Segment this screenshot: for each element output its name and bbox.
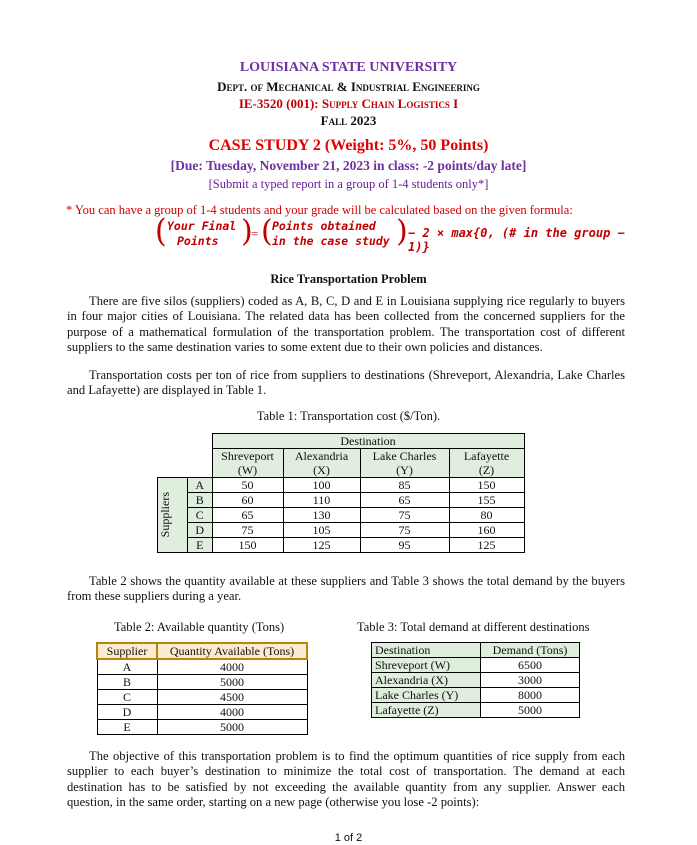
transport-cost-table: [157, 433, 525, 553]
table-row: D 75 105 75 160: [158, 523, 525, 538]
formula-tail: − 2 × max{0, (# in the group − 1)}: [408, 226, 625, 254]
formula-equals: =: [251, 226, 259, 241]
available-quantity-table: Supplier Quantity Available (Tons) A 4000 B 5000 C 4500 D 4000 E 5000: [96, 642, 308, 735]
table3-caption: Table 3: Total demand at different destinations: [357, 620, 590, 634]
department-name: Dept. of Mechanical & Industrial Engineering: [217, 79, 480, 94]
table-row: Lake Charles (Y) 8000: [372, 688, 580, 703]
table-row: C 65 130 75 80: [158, 508, 525, 523]
table-row: B 5000: [97, 675, 307, 690]
formula-lhs-bottom: Points: [177, 234, 219, 248]
university-name: LOUISIANA STATE UNIVERSITY: [239, 60, 458, 75]
table-row: Lafayette (Z) 5000: [372, 703, 580, 718]
course-title: IE-3520 (001): Supply Chain Logistics I: [238, 96, 459, 111]
table-row: E 5000: [97, 720, 307, 735]
table-row: D 4000: [97, 705, 307, 720]
formula-rhs-bottom: in the case study: [272, 234, 390, 248]
tables-intro-paragraph: Table 2 shows the quantity available at these suppliers and Table 3 shows the total demand by the buyers from these suppliers during a year.: [67, 574, 625, 604]
table-row: E 150 125 95 125: [158, 538, 525, 553]
table-row: C 4500: [97, 690, 307, 705]
group-note: * You can have a group of 1-4 students and your grade will be calculated based on the given formula:: [66, 203, 573, 217]
col-header-w: Shreveport (W): [212, 449, 283, 478]
formula-lhs-top: Your Final: [167, 219, 237, 233]
suppliers-label: Suppliers: [158, 478, 188, 553]
table-row: Shreveport (W) 6500: [372, 658, 580, 673]
objective-paragraph: The objective of this transportation problem is to find the optimum quantities of rice supply from each supplier to each buyer’s destination to minimize the total cost of transportation. The demand at each destination has to be satisfied by not exceeding the available quantity from any supplier. Answer each question, in the same order, starting on a new page (otherwise you lose -2 points):: [67, 749, 625, 810]
grade-formula: ( Your Final Points ) = ( Points obtained in the case study ) − 2 × max{0, (# in the group − 1)}: [155, 213, 625, 254]
case-study-title: CASE STUDY 2 (Weight: 5%, 50 Points): [208, 137, 489, 154]
destination-header: Destination: [212, 434, 524, 449]
demand-table: Destination Demand (Tons) Shreveport (W) 6500 Alexandria (X) 3000 Lake Charles (Y) 8000 Lafayette (Z) 5000: [371, 642, 580, 718]
due-date: [Due: Tuesday, November 21, 2023 in class: -2 points/day late]: [170, 158, 527, 173]
col-header-y: Lake Charles (Y): [360, 449, 449, 478]
intro-paragraph: There are five silos (suppliers) coded as A, B, C, D and E in Louisiana supplying rice regularly to buyers in four major cities of Louisiana. The related data has been collected from the concerned suppliers for the purpose of a mathematical formulation of the transportation problem. The transportation cost of different suppliers to the same destination varies to some extent due to their own policies and distances.: [67, 294, 625, 355]
submit-note: [Submit a typed report in a group of 1-4 students only*]: [208, 177, 489, 191]
formula-rhs-top: Points obtained: [272, 219, 376, 233]
table1-caption: Table 1: Transportation cost ($/Ton).: [256, 409, 441, 423]
table-row: Alexandria (X) 3000: [372, 673, 580, 688]
table-row: Suppliers A 50 100 85 150: [158, 478, 525, 493]
costs-paragraph: Transportation costs per ton of rice from suppliers to destinations (Shreveport, Alexandria, Lake Charles and Lafayette) are displayed in Table 1.: [67, 368, 625, 398]
col-header-x: Alexandria (X): [283, 449, 360, 478]
term: Fall 2023: [320, 113, 377, 128]
table-row: B 60 110 65 155: [158, 493, 525, 508]
table-row: A 4000: [97, 659, 307, 675]
table2-caption: Table 2: Available quantity (Tons): [114, 620, 285, 634]
page-number: 1 of 2: [334, 832, 363, 844]
col-header-z: Lafayette (Z): [449, 449, 524, 478]
section-title: Rice Transportation Problem: [270, 272, 427, 286]
